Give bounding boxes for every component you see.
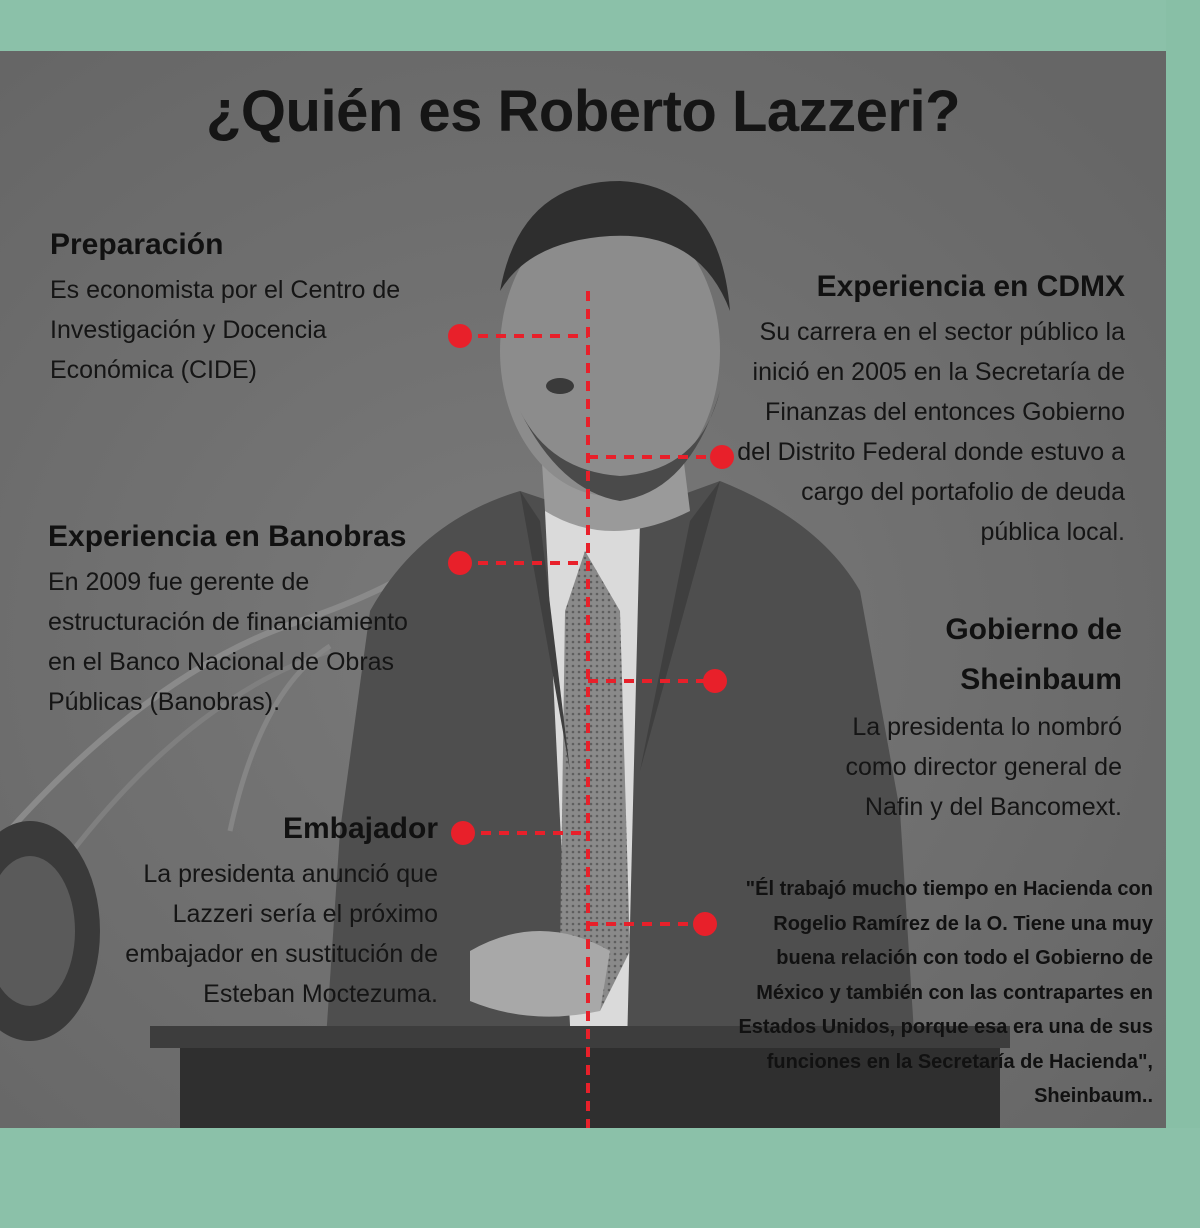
connector-dot-sheinbaum xyxy=(703,669,727,693)
section-sheinbaum xyxy=(760,605,1122,827)
section-body: La presidenta lo nombró como director general de Nafin y del Bancomext. xyxy=(845,713,1122,821)
section-heading: Preparación xyxy=(50,228,224,261)
section-heading: Experiencia en Banobras xyxy=(48,520,407,553)
section-embajador xyxy=(100,810,438,1014)
sheinbaum-quote: "Él trabajó mucho tiempo en Hacienda con Rogelio Ramírez de la O. Tiene una muy buena relación con todo el Gobierno de México y también con las contrapartes en Estados Unidos, porque esa era una de sus funciones en la Secretaría de Hacienda", Sheinbaum.. xyxy=(738,878,1153,1107)
section-banobras xyxy=(48,518,468,722)
section-heading: Embajador xyxy=(282,812,438,845)
section-preparacion xyxy=(50,226,470,390)
section-body: En 2009 fue gerente de estructuración de financiamiento en el Banco Nacional de Obras Públicas (Banobras). xyxy=(48,567,408,716)
section-body: Es economista por el Centro de Investigación y Docencia Económica (CIDE) xyxy=(50,275,401,384)
section-heading: Experiencia en CDMX xyxy=(816,270,1125,303)
section-body: La presidenta anunció que Lazzeri sería el próximo embajador en sustitución de Esteban Moctezuma. xyxy=(125,859,438,1008)
section-cdmx xyxy=(690,268,1125,552)
connector-dot-embajador xyxy=(451,821,475,845)
section-heading: Gobierno de Sheinbaum xyxy=(945,613,1122,696)
top-band xyxy=(0,0,1166,51)
page-title: ¿Quién es Roberto Lazzeri? xyxy=(206,79,960,144)
section-body: Su carrera en el sector público la inició en 2005 en la Secretaría de Finanzas del entonces Gobierno del Distrito Federal donde estuvo a cargo del portafolio de deuda pública local. xyxy=(737,317,1125,546)
bottom-band xyxy=(0,1128,1200,1228)
